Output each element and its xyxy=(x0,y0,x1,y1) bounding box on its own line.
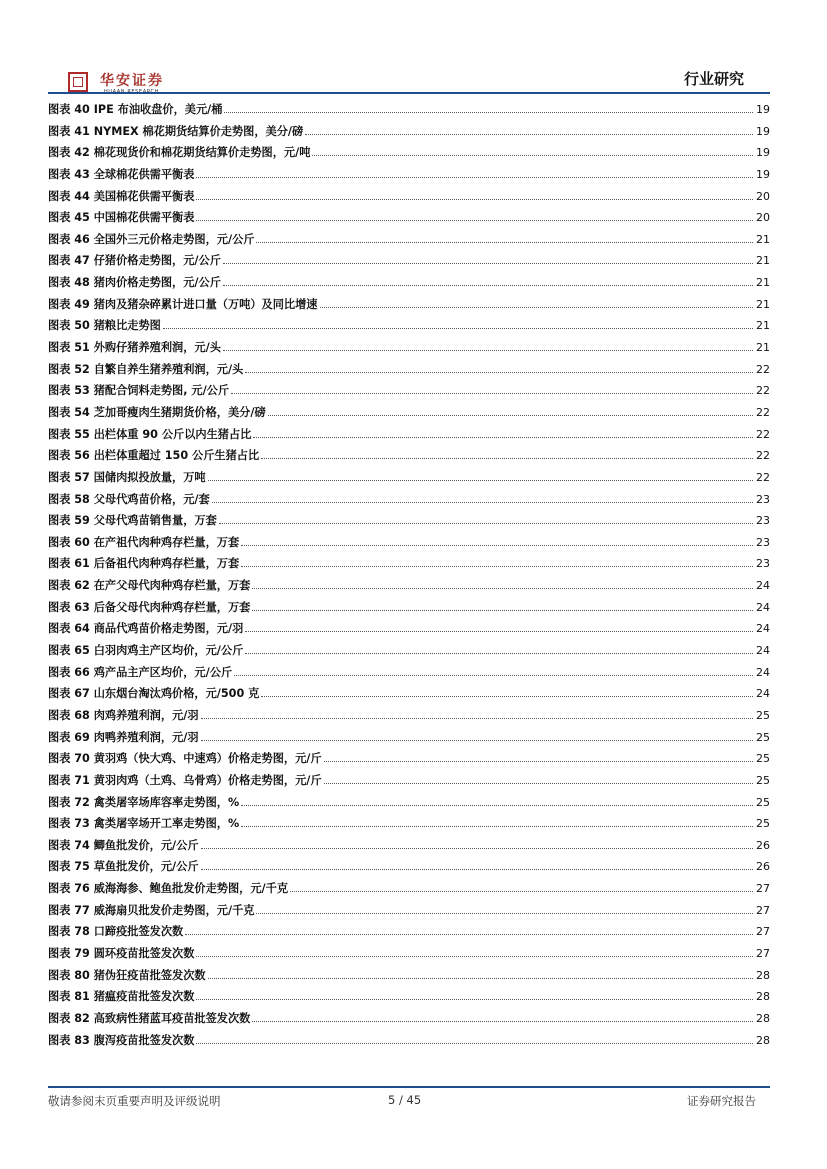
toc-entry-page[interactable]: 19 xyxy=(756,146,770,160)
toc-entry[interactable] xyxy=(48,664,770,686)
toc-entry-page[interactable]: 24 xyxy=(756,622,770,636)
toc-entry-label[interactable]: 图表 51 外购仔猪养殖利润，元/头 xyxy=(48,341,221,355)
toc-entry-label[interactable]: 图表 40 IPE 布油收盘价，美元/桶 xyxy=(48,103,223,116)
toc-entry-label[interactable]: 图表 73 禽类屠宰场开工率走势图，% xyxy=(48,817,240,831)
toc-leader-dots xyxy=(252,1021,753,1022)
toc-leader-dots xyxy=(268,415,753,416)
toc-leader-dots xyxy=(201,740,753,741)
toc-leader-dots xyxy=(231,393,753,394)
toc-entry[interactable] xyxy=(48,837,770,859)
toc-leader-dots xyxy=(208,480,753,481)
toc-entry[interactable] xyxy=(48,707,770,729)
toc-entry[interactable] xyxy=(48,685,770,707)
toc-entry[interactable] xyxy=(48,577,770,599)
toc-entry-page[interactable]: 23 xyxy=(756,514,770,528)
toc-entry-label[interactable]: 图表 79 圆环疫苗批签发次数 xyxy=(48,946,195,960)
toc-entry-label[interactable]: 图表 82 高致病性猪蓝耳疫苗批签发次数 xyxy=(48,1011,251,1025)
toc-entry-page[interactable]: 19 xyxy=(756,167,770,181)
toc-entry-label[interactable]: 图表 43 全球棉花供需平衡表 xyxy=(48,167,195,181)
toc-leader-dots xyxy=(256,913,753,914)
toc-entry-page[interactable]: 22 xyxy=(756,470,770,484)
toc-entry[interactable] xyxy=(48,361,770,383)
toc-leader-dots xyxy=(196,220,753,221)
logo-icon xyxy=(68,72,88,92)
toc-entry-page[interactable]: 24 xyxy=(756,579,770,593)
toc-entry[interactable] xyxy=(48,642,770,664)
toc-leader-dots xyxy=(245,631,753,632)
toc-entry-label[interactable]: 图表 59 父母代鸡苗销售量，万套 xyxy=(48,514,217,528)
toc-leader-dots xyxy=(212,502,753,503)
toc-leader-dots xyxy=(245,372,753,373)
toc-entry[interactable] xyxy=(48,274,770,296)
toc-entry[interactable] xyxy=(48,967,770,989)
toc-entry[interactable] xyxy=(48,188,770,210)
toc-entry[interactable] xyxy=(48,339,770,361)
toc-entry-label[interactable]: 图表 71 黄羽肉鸡（土鸡、乌骨鸡）价格走势图，元/斤 xyxy=(48,773,322,787)
toc-entry-page[interactable]: 21 xyxy=(756,297,770,311)
toc-entry[interactable] xyxy=(48,252,770,274)
toc-entry[interactable] xyxy=(48,555,770,577)
toc-leader-dots xyxy=(223,263,753,264)
footer-rule xyxy=(48,1086,770,1088)
toc-entry-label[interactable]: 图表 54 芝加哥瘦肉生猪期货价格，美分/磅 xyxy=(48,405,266,419)
toc-entry-label[interactable]: 图表 46 全国外三元价格走势图，元/公斤 xyxy=(48,232,255,246)
toc-entry-label[interactable]: 图表 66 鸡产品主产区均价，元/公斤 xyxy=(48,665,233,679)
toc-leader-dots xyxy=(290,891,753,892)
toc-entry-page[interactable]: 22 xyxy=(756,427,770,441)
toc-leader-dots xyxy=(252,610,753,611)
toc-entry[interactable] xyxy=(48,231,770,253)
toc-leader-dots xyxy=(234,675,753,676)
toc-entry-page[interactable]: 24 xyxy=(756,687,770,701)
toc-leader-dots xyxy=(196,177,753,178)
toc-entry-page[interactable]: 27 xyxy=(756,946,770,960)
toc-leader-dots xyxy=(256,242,753,243)
toc-leader-dots xyxy=(261,696,753,697)
toc-entry-page[interactable]: 25 xyxy=(756,752,770,766)
toc-entry-label[interactable]: 图表 70 黄羽鸡（快大鸡、中速鸡）价格走势图，元/斤 xyxy=(48,752,322,766)
toc-entry-label[interactable]: 图表 41 NYMEX 棉花期货结算价走势图，美分/磅 xyxy=(48,124,304,138)
toc-entry-page[interactable]: 24 xyxy=(756,665,770,679)
toc-entry-page[interactable]: 24 xyxy=(756,644,770,658)
toc-entry-page[interactable]: 26 xyxy=(756,860,770,874)
toc-leader-dots xyxy=(252,588,753,589)
toc-leader-dots xyxy=(253,437,753,438)
toc-entry-label[interactable]: 图表 49 猪肉及猪杂碎累计进口量（万吨）及同比增速 xyxy=(48,297,318,311)
toc-leader-dots xyxy=(241,826,753,827)
toc-leader-dots xyxy=(196,1043,753,1044)
toc-entry-label[interactable]: 图表 60 在产祖代肉种鸡存栏量，万套 xyxy=(48,535,240,549)
toc-entry-page[interactable]: 27 xyxy=(756,925,770,939)
toc-entry-label[interactable]: 图表 65 白羽肉鸡主产区均价，元/公斤 xyxy=(48,644,244,658)
toc-entry-label[interactable]: 图表 78 口蹄疫批签发次数 xyxy=(48,925,184,939)
toc-leader-dots xyxy=(223,285,753,286)
toc-leader-dots xyxy=(201,848,753,849)
toc-entry-page[interactable]: 27 xyxy=(756,882,770,896)
toc-entry-page[interactable]: 21 xyxy=(756,276,770,290)
toc-entry-page[interactable]: 22 xyxy=(756,362,770,376)
toc-entry[interactable] xyxy=(48,772,770,794)
toc-leader-dots xyxy=(196,999,753,1000)
toc-leader-dots xyxy=(201,718,753,719)
toc-entry-label[interactable]: 图表 45 中国棉花供需平衡表 xyxy=(48,211,195,225)
toc-entry-label[interactable]: 图表 67 山东烟台淘汰鸡价格，元/500 克 xyxy=(48,687,260,701)
toc-entry-page[interactable]: 20 xyxy=(756,189,770,203)
toc-entry[interactable] xyxy=(48,1010,770,1032)
toc-entry[interactable] xyxy=(48,144,770,166)
toc-entry-label[interactable]: 图表 42 棉花现货价和棉花期货结算价走势图，元/吨 xyxy=(48,146,311,160)
toc-entry-label[interactable]: 图表 68 肉鸡养殖利润，元/羽 xyxy=(48,708,199,722)
toc-entry-label[interactable]: 图表 61 后备祖代肉种鸡存栏量，万套 xyxy=(48,557,240,571)
toc-entry[interactable] xyxy=(48,599,770,621)
toc-entry-page[interactable]: 24 xyxy=(756,600,770,614)
toc-entry[interactable] xyxy=(48,209,770,231)
toc-entry-page[interactable]: 21 xyxy=(756,319,770,333)
page-number: 5 / 45 xyxy=(388,1093,422,1107)
toc-entry-page[interactable]: 25 xyxy=(756,817,770,831)
toc-entry-page[interactable]: 27 xyxy=(756,903,770,917)
toc-entry-page[interactable]: 25 xyxy=(756,730,770,744)
toc-leader-dots xyxy=(245,653,753,654)
toc-entry[interactable] xyxy=(48,815,770,837)
toc-entry[interactable] xyxy=(48,166,770,188)
toc-entry[interactable] xyxy=(48,296,770,318)
toc-entry-page[interactable]: 20 xyxy=(756,211,770,225)
toc-entry-page[interactable]: 28 xyxy=(756,990,770,1004)
toc-entry-page[interactable]: 19 xyxy=(756,124,770,138)
toc-entry-label[interactable]: 图表 47 仔猪价格走势图，元/公斤 xyxy=(48,254,221,268)
toc-leader-dots xyxy=(241,545,753,546)
toc-entry[interactable] xyxy=(48,404,770,426)
toc-entry-label[interactable]: 图表 74 鲫鱼批发价，元/公斤 xyxy=(48,838,199,852)
toc-entry-page[interactable]: 22 xyxy=(756,405,770,419)
toc-entry-page[interactable]: 21 xyxy=(756,254,770,268)
logo-text: 华安证券 xyxy=(100,73,164,89)
toc-leader-dots xyxy=(163,328,753,329)
toc-entry[interactable] xyxy=(48,729,770,751)
toc-entry[interactable] xyxy=(48,426,770,448)
toc-leader-dots xyxy=(320,307,754,308)
toc-entry[interactable] xyxy=(48,988,770,1010)
toc-entry-page[interactable]: 19 xyxy=(756,103,770,116)
toc-entry-page[interactable]: 23 xyxy=(756,535,770,549)
toc-entry[interactable] xyxy=(48,317,770,339)
toc-entry-label[interactable]: 图表 52 自繁自养生猪养殖利润，元/头 xyxy=(48,362,244,376)
toc-leader-dots xyxy=(219,523,753,524)
toc-entry-label[interactable]: 图表 58 父母代鸡苗价格，元/套 xyxy=(48,492,210,506)
toc-entry-label[interactable]: 图表 44 美国棉花供需平衡表 xyxy=(48,189,195,203)
toc-entry-label[interactable]: 图表 75 草鱼批发价，元/公斤 xyxy=(48,860,199,874)
toc-entry[interactable] xyxy=(48,534,770,556)
toc-entry[interactable] xyxy=(48,512,770,534)
toc-entry-page[interactable]: 23 xyxy=(756,492,770,506)
toc-entry[interactable] xyxy=(48,101,770,123)
toc-entry[interactable] xyxy=(48,469,770,491)
toc-entry-label[interactable]: 图表 77 威海扇贝批发价走势图，元/千克 xyxy=(48,903,255,917)
toc-leader-dots xyxy=(201,869,753,870)
toc-entry[interactable] xyxy=(48,620,770,642)
toc-leader-dots xyxy=(208,978,753,979)
toc-leader-dots xyxy=(223,350,753,351)
toc-entry-label[interactable]: 图表 72 禽类屠宰场库容率走势图，% xyxy=(48,795,240,809)
toc-entry-label[interactable]: 图表 76 威海海参、鲍鱼批发价走势图，元/千克 xyxy=(48,882,289,896)
toc-entry-page[interactable]: 25 xyxy=(756,773,770,787)
toc-leader-dots xyxy=(324,783,753,784)
toc-entry-label[interactable]: 图表 64 商品代鸡苗价格走势图，元/羽 xyxy=(48,622,244,636)
toc-leader-dots xyxy=(261,458,753,459)
table-of-figures xyxy=(48,101,770,1053)
toc-entry-page[interactable]: 28 xyxy=(756,1033,770,1047)
toc-entry-label[interactable]: 图表 62 在产父母代肉种鸡存栏量，万套 xyxy=(48,579,251,593)
page-header xyxy=(48,70,770,100)
toc-entry[interactable] xyxy=(48,123,770,145)
toc-entry-page[interactable]: 21 xyxy=(756,232,770,246)
toc-leader-dots xyxy=(224,112,753,113)
toc-entry-page[interactable]: 28 xyxy=(756,968,770,982)
toc-entry-label[interactable]: 图表 80 猪伪狂疫苗批签发次数 xyxy=(48,968,206,982)
toc-leader-dots xyxy=(241,566,753,567)
toc-entry-page[interactable]: 21 xyxy=(756,341,770,355)
toc-leader-dots xyxy=(241,805,753,806)
toc-entry-page[interactable]: 25 xyxy=(756,795,770,809)
toc-entry[interactable] xyxy=(48,923,770,945)
toc-leader-dots xyxy=(196,199,753,200)
toc-entry-page[interactable]: 25 xyxy=(756,708,770,722)
toc-entry-page[interactable]: 26 xyxy=(756,838,770,852)
toc-entry[interactable] xyxy=(48,945,770,967)
toc-leader-dots xyxy=(196,956,753,957)
report-type: 行业研究 xyxy=(683,70,744,88)
toc-entry-label[interactable]: 图表 55 出栏体重 90 公斤以内生猪占比 xyxy=(48,427,252,441)
toc-entry-label[interactable]: 图表 83 腹泻疫苗批签发次数 xyxy=(48,1033,195,1047)
toc-entry-label[interactable]: 图表 63 后备父母代肉种鸡存栏量，万套 xyxy=(48,600,251,614)
toc-entry-label[interactable]: 图表 56 出栏体重超过 150 公斤生猪占比 xyxy=(48,449,260,463)
toc-entry[interactable] xyxy=(48,858,770,880)
toc-entry-label[interactable]: 图表 57 国储肉拟投放量，万吨 xyxy=(48,470,206,484)
header-rule xyxy=(48,92,770,94)
toc-entry[interactable] xyxy=(48,447,770,469)
doc-type: 证券研究报告 xyxy=(687,1094,756,1108)
toc-leader-dots xyxy=(324,761,753,762)
toc-entry-label[interactable]: 图表 81 猪瘟疫苗批签发次数 xyxy=(48,990,195,1004)
toc-entry[interactable] xyxy=(48,880,770,902)
toc-entry-label[interactable]: 图表 53 猪配合饲料走势图, 元/公斤 xyxy=(48,384,230,398)
disclaimer-text: 敬请参阅末页重要声明及评级说明 xyxy=(48,1094,221,1108)
toc-entry-page[interactable]: 22 xyxy=(756,449,770,463)
toc-entry[interactable] xyxy=(48,794,770,816)
toc-entry-label[interactable]: 图表 69 肉鸭养殖利润，元/羽 xyxy=(48,730,199,744)
toc-entry[interactable] xyxy=(48,382,770,404)
toc-leader-dots xyxy=(312,155,753,156)
toc-entry-page[interactable]: 22 xyxy=(756,384,770,398)
toc-entry[interactable] xyxy=(48,491,770,513)
toc-entry-page[interactable]: 28 xyxy=(756,1011,770,1025)
toc-entry[interactable] xyxy=(48,1032,770,1054)
toc-entry[interactable] xyxy=(48,902,770,924)
toc-entry[interactable] xyxy=(48,750,770,772)
toc-leader-dots xyxy=(185,934,753,935)
toc-entry-label[interactable]: 图表 48 猪肉价格走势图，元/公斤 xyxy=(48,276,221,290)
toc-entry-page[interactable]: 23 xyxy=(756,557,770,571)
toc-entry-label[interactable]: 图表 50 猪粮比走势图 xyxy=(48,319,161,333)
toc-leader-dots xyxy=(305,134,753,135)
